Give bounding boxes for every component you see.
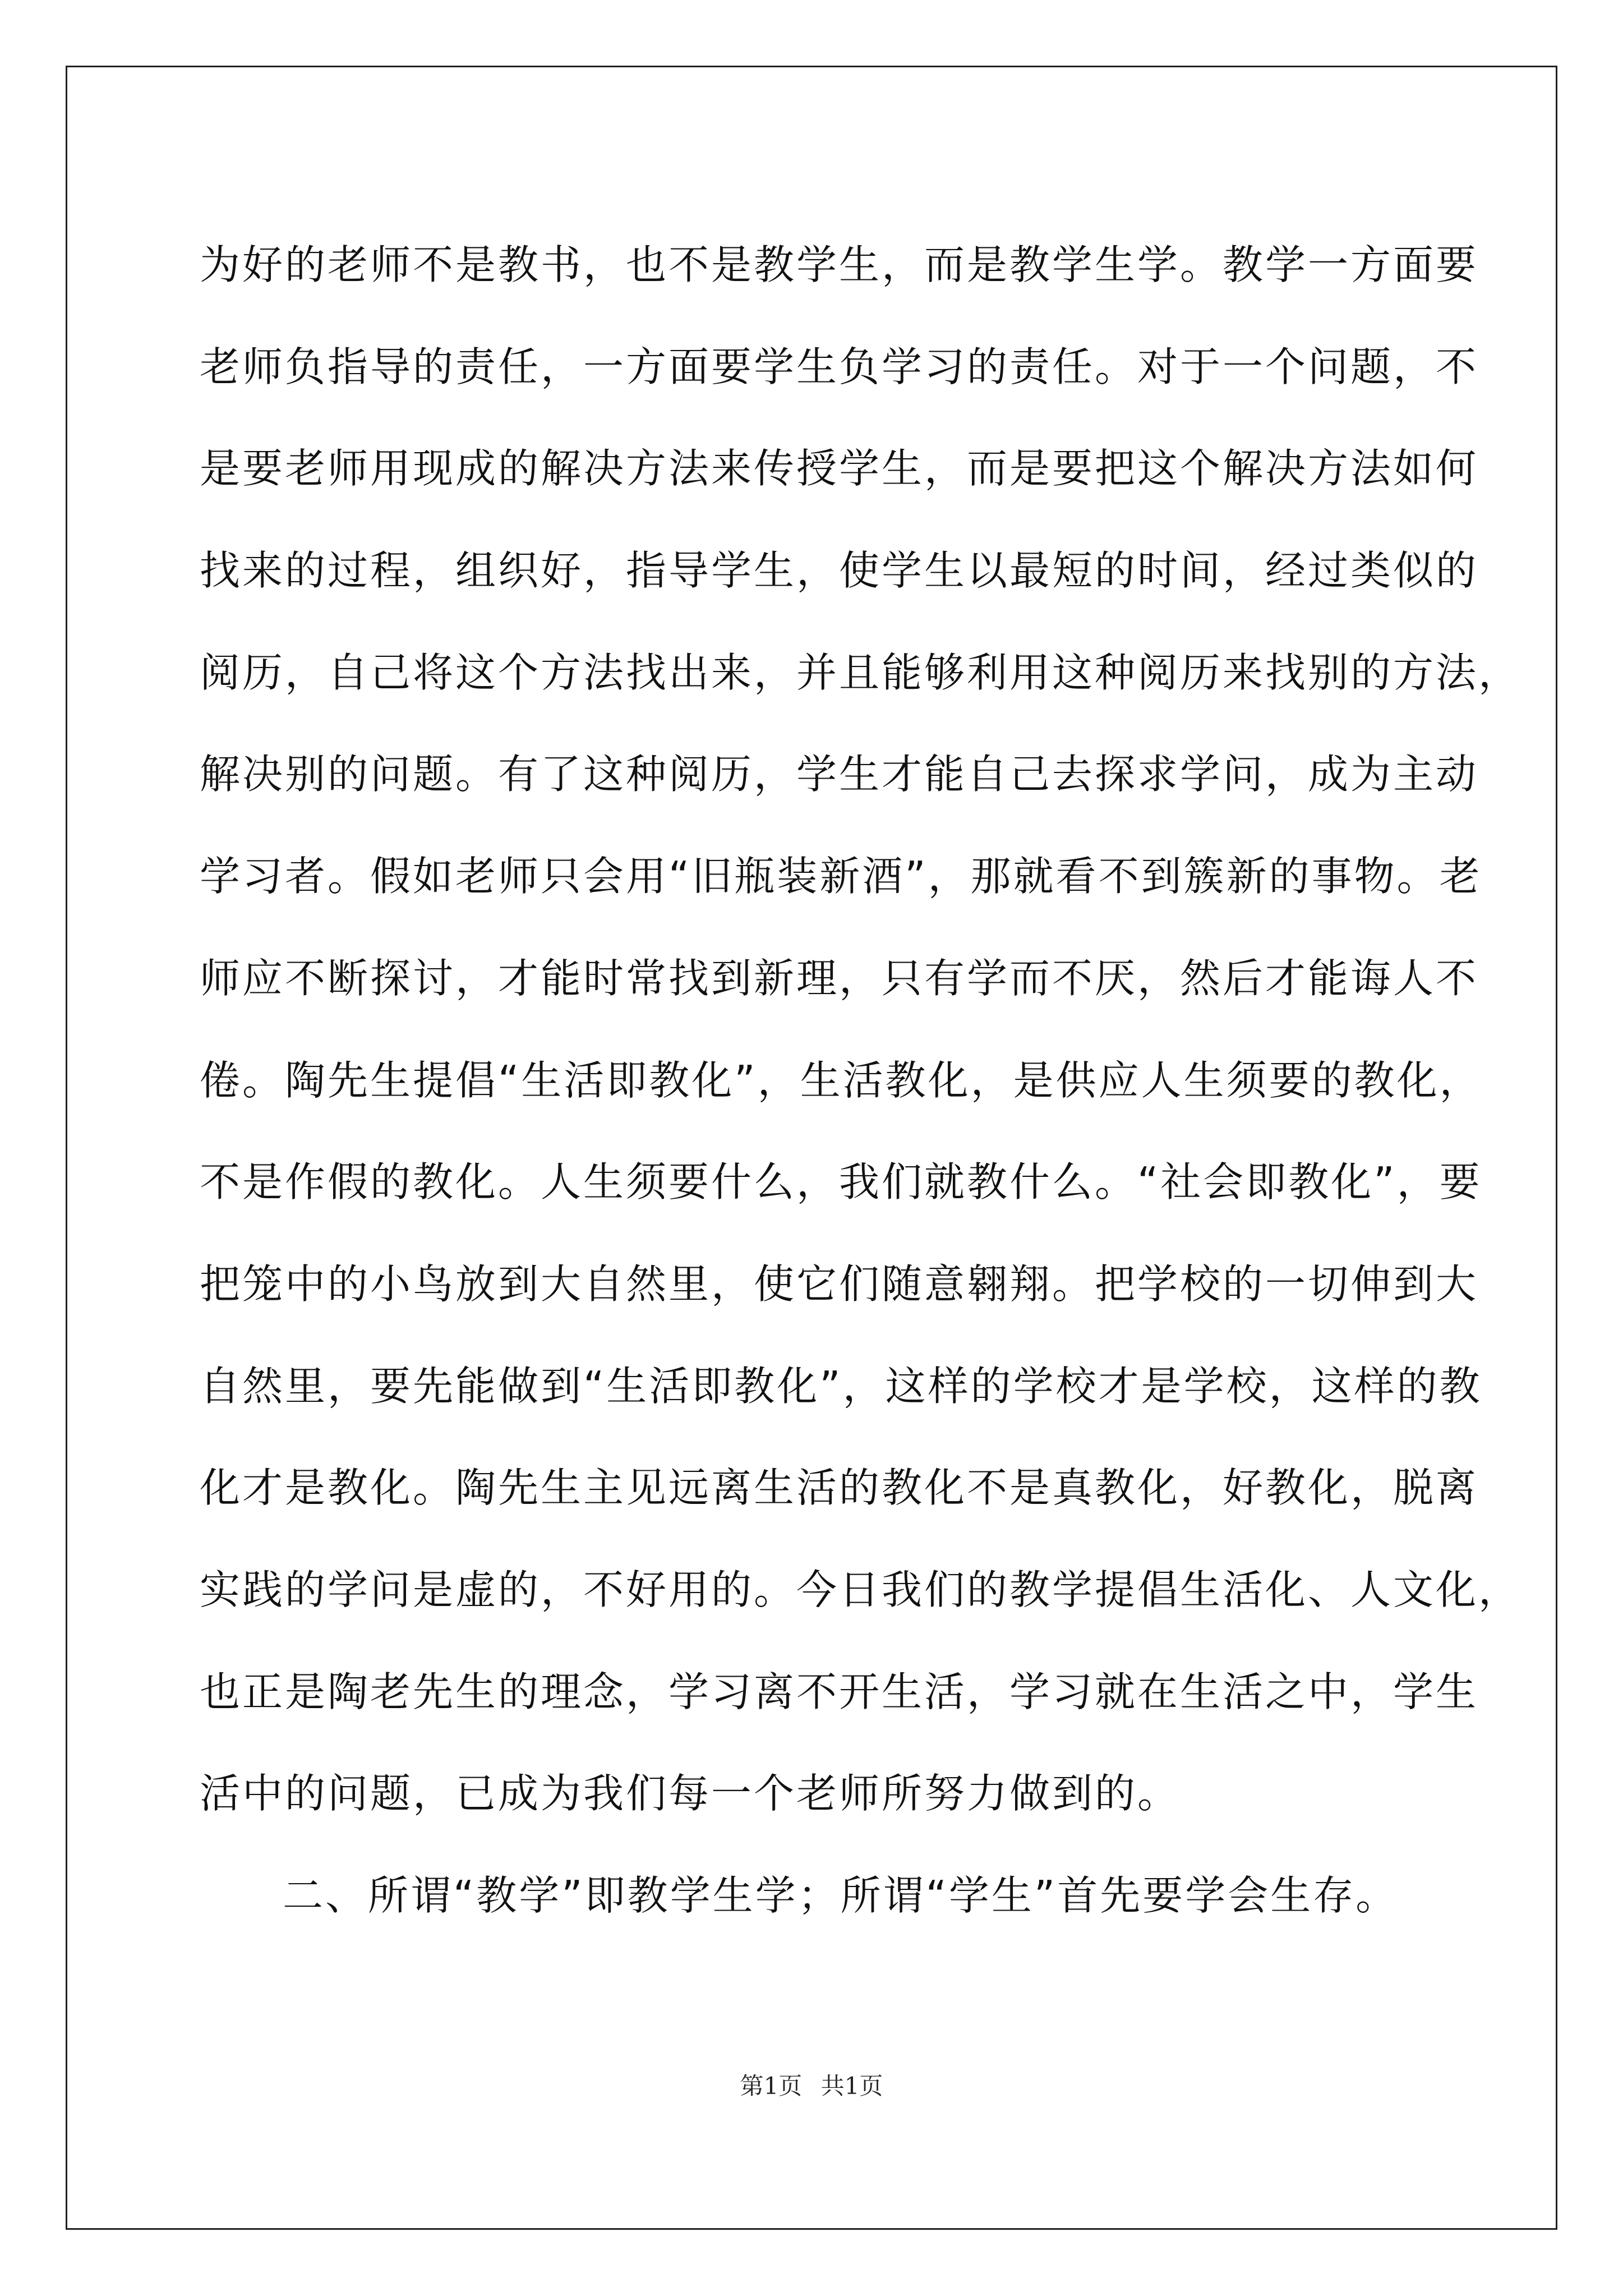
paragraph-line: 为好的老师不是教书，也不是教学生，而是教学生学。教学一方面要 bbox=[200, 241, 1479, 288]
paragraph-line: 倦。陶先生提倡“生活即教化”，生活教化，是供应人生须要的教化， bbox=[200, 1056, 1482, 1104]
paragraph-line: 学习者。假如老师只会用“旧瓶装新酒”，那就看不到簇新的事物。老 bbox=[200, 853, 1482, 900]
section-heading: 二、所谓“教学”即教学生学；所谓“学生”首先要学会生存。 bbox=[283, 1872, 1399, 1919]
paragraph-line: 把笼中的小鸟放到大自然里，使它们随意翱翔。把学校的一切伸到大 bbox=[200, 1260, 1479, 1308]
page-number: 第1页 bbox=[740, 2072, 803, 2100]
paragraph-line: 自然里，要先能做到“生活即教化”，这样的学校才是学校，这样的教 bbox=[200, 1362, 1482, 1410]
document-body bbox=[200, 214, 1521, 1947]
paragraph-line: 实践的学问是虚的，不好用的。今日我们的教学提倡生活化、人文化， bbox=[200, 1566, 1521, 1613]
paragraph-line: 也正是陶老先生的理念，学习离不开生活，学习就在生活之中，学生 bbox=[200, 1668, 1479, 1715]
paragraph-line: 不是作假的教化。人生须要什么，我们就教什么。“社会即教化”，要 bbox=[200, 1158, 1482, 1206]
page-count: 共1页 bbox=[820, 2072, 883, 2100]
paragraph-line: 化才是教化。陶先生主见远离生活的教化不是真教化，好教化，脱离 bbox=[200, 1464, 1479, 1512]
paragraph-line: 是要老师用现成的解决方法来传授学生，而是要把这个解决方法如何 bbox=[200, 445, 1479, 493]
paragraph-line: 师应不断探讨，才能时常找到新理，只有学而不厌，然后才能诲人不 bbox=[200, 954, 1479, 1002]
paragraph-line: 解决别的问题。有了这种阅历，学生才能自己去探求学问，成为主动 bbox=[200, 751, 1479, 798]
paragraph-line: 老师负指导的责任，一方面要学生负学习的责任。对于一个问题，不 bbox=[200, 343, 1479, 390]
page-footer bbox=[0, 2068, 1623, 2101]
paragraph-line: 找来的过程，组织好，指导学生，使学生以最短的时间，经过类似的 bbox=[200, 547, 1479, 595]
paragraph-line: 活中的问题，已成为我们每一个老师所努力做到的。 bbox=[200, 1770, 1181, 1818]
paragraph-line: 阅历，自己将这个方法找出来，并且能够利用这种阅历来找别的方法， bbox=[200, 648, 1521, 696]
